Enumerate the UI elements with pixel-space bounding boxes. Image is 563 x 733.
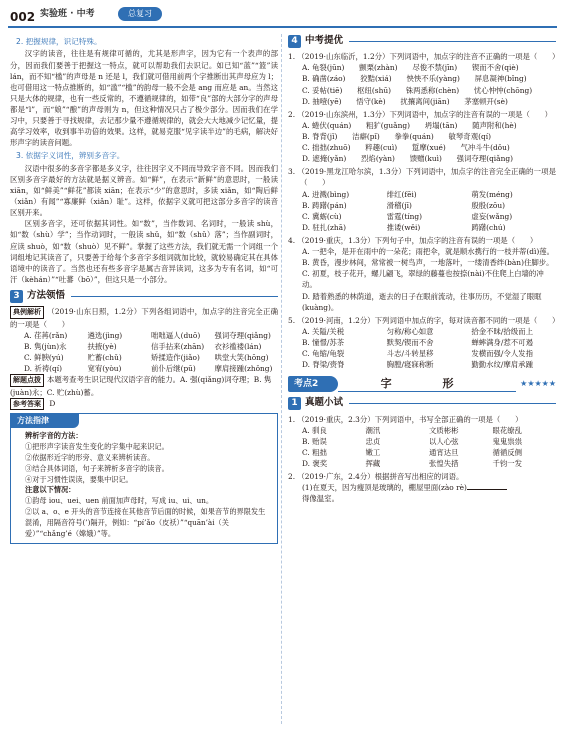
tip-line: ①韵母 iou、uei、uen 前面加声母时，写成 iu、ui、un。	[25, 496, 214, 506]
tip-line: ④对于习惯性误读，要集中识记。	[25, 474, 133, 484]
section-title: 方法领悟	[27, 289, 66, 301]
topic-title: 字 形	[338, 376, 516, 392]
example-option-b: B. 隽(jùn)永 扶掖(yè) 信手拈来(zhān) 衣衫褴褛(lán)	[24, 341, 262, 351]
tip-title-2: 注意以下情况：	[25, 485, 76, 495]
tip-line: ①把形声字读音发生变化的字集中起来识记。	[25, 442, 169, 452]
analysis: 解题点拨 本题考查考生识记现代汉语字音的能力。A. 强(qiǎng)词夺理；B. 隽(juàn)永；C. 贮(zhù)蓄。	[10, 375, 272, 397]
paragraph-2: 汉语中很多的多音字都是多义字，往往因字义不同而导致字音不同。因而我们区别多音字最好的方法就是据义辨音。如“鲜”，在表示“新鲜”的意思时，一般读 xiān，如“鲜美”“鲜花”都读 xiān；在表示“少”的意思时，多读 xiǎn，如“陶后鲜（xiǎn）有闻”“寡廉鲜（xiǎn）耻”。这样，依据字义就可把这部分多音字的读音区别开来。	[10, 163, 278, 218]
example-option-d: D. 祈祷(qí) 宽宥(yòu) 前仆后继(pū) 摩肩接踵(zhǒng)	[24, 364, 273, 374]
subheading-3: 3. 依据字义词性，辨别多音字。	[16, 151, 125, 161]
left-column	[10, 34, 278, 544]
section-practice	[288, 396, 556, 410]
section-number: 1	[288, 397, 301, 410]
paragraph-1: 汉字的读音，往往是有规律可循的，尤其是形声字，因为它有一个表声的部分，因而我们要善于把握这一特点，就可以帮助我们去识记。如已知“蓝”“篮”读 lán，而不知“槛”的声母是 n 还是 l，我们就可借用前两个字推断出其声母应为 l；也可借用这一特点推断的，如“滥”“槛”的韵母一般不会是 ang 而应是 an。当然这只是大体的规律，也有一些反常的，不遵循规律的，如带“良”部的大部分字的声母都是“l”，而“娘”“酿”的声母则为 n，但这种情况只占了极少部分。因而我们在学习中，只要善于寻找规律，去记那少量不遵循规律的，就会大大地减少记忆量，提高学习效率，收到事半功倍的效果。这样，就易克服“见字读半边”的毛病，解决好形声字的读音问题。	[10, 49, 278, 148]
column-divider	[281, 34, 282, 724]
example-stem: 典例解析 （2019·山东日照，1.2分）下列各组词语中，加点字的注音完全正确的一项是（ ）	[10, 307, 278, 329]
answer-tag: 参考答案	[10, 398, 44, 411]
header-rule	[8, 26, 557, 28]
answer: 参考答案 D	[10, 398, 278, 411]
question-7: 2. （2019·广东，2.4分）根据拼音写出相应的词语。 (1)在夏天，因为瘦顶是玻璃的，棚屋里面(zào rè) 得像温室。	[288, 471, 556, 504]
tip-header: 方法指津	[11, 414, 79, 428]
review-logo: 总复习	[118, 7, 162, 21]
tip-line: ②以 a、o、e 开头的音节连接在其他音节后面的时候，如果音节的界限发生混淆，用隔音符号(’)隔开，例如：“pí’ǎo（皮袄）”“quān’ài（关爱）”“chǎng’é（嫦娥）”等。	[25, 506, 266, 538]
question-4: 4. （2019·重庆，1.3分）下列句子中，加点字的注音有误的一项是（ ） A. 一把伞，是开在雨中的一朵花；雨把伞，就是顺水携行的一枝并蒂(dì)莲。 B. 黄昏，漫步林间，常常被一树鸟声，一地落叶，一缕清香绊(bàn)住脚步。 C. 初夏，枝子花开，螺儿翩飞，翠绿的藤蔓也按捺(nài)不住爬上白墙的冲动。 D. 踏着熟悉的林荫道，逝去的日子在眼前流动，往事历历，不觉湿了眼眶(kuàng)。	[288, 236, 555, 312]
tip-title-1: 辨析字音的方法：	[25, 431, 83, 441]
topic-label: 考点2	[288, 376, 338, 392]
topic-banner	[288, 376, 556, 392]
section-method	[10, 289, 278, 303]
section-number: 3	[10, 290, 23, 303]
question-2: 2. （2019·山东滨州，1.3分）下列词语中，加点字的注音有误的一项是（ ） A. 蜷伏(quán) 粗犷(guǎng) 坍塌(tān) 随声附和(hè) B. 脊背(jǐ) 洁癖(pǐ) 拳拳(quán) 敏琴奇观(qí) C. 拙拙(zhuō) 粹趣(cuì) 踅摩(xué) 气冲斗牛(dǒu) D. 遮掩(yǎn) 烈焰(yàn) 馈赠(kuì) 强词夺理(qiǎng)	[288, 109, 553, 164]
brand-name: 实验班 · 中考	[40, 9, 95, 19]
paragraph-3: 区别多音字，还可依据其词性。如“数”，当作数词、名词时，一般读 shù，如“数（shù）学”；当作动词时，一般读 shǔ，如“数（shǔ）落”；当作副词时，应读 shuò，如“数（shuò）见不鲜”。掌握了这些方法，我们就无需一个词组一个词组地记其读音了，只要善于给每个多音字多组词就加比较，就较易确定其在具体语境中的读音了。当然也还有些多音字是属古音异读词，这多为专有名词，如“可汗（kèhán）”“吐蕃（bō）”，但这只是一小部分。	[10, 219, 278, 284]
question-1: 1. （2019·山东临沂，1.2分）下列词语中，加点字的注音不正确的一项是（ ） A. 龟裂(jūn) 颤栗(zhàn) 尽俊不禁(jīn) 锲而不舍(qiè) B. 确凿(záo) 狡黠(xiá) 怏怏不乐(yàng) 屏息凝神(bǐng) C. 妥帖(tiē) 枢纽(shū) 铢两悉称(chèn) 忧心忡忡(chōng) D. 抽噎(yē) 悟守(kè) 扰攘离间(jiān) 茅塞顿开(sè)	[288, 52, 560, 106]
question-3: 3. （2019·黑龙江哈尔滨，1.3分）下列词语中，加点字的注音完全正确的一项是（ ） A. 迸溅(bìng) 绯红(fēi) 萌发(méng) B. 踌躇(pán) 滑稽(jī) 殷殷(zōu) C. 冀蛎(cù) 雷霆(tíng) 虚妄(wǎng) D. 驻扎(zhā) 推诿(wěi) 踌躇(chú)	[288, 167, 556, 232]
question-6: 1. （2019·重庆，2.3分）下列词语中，书写全部正确的一项是（ ） A. 驯良 潮汛 文质彬彬 眼花缭乱 B. 贻误 忠贞 以人心弦 鬼鬼祟祟 C. 粗拙 嫩工 通宵达旦 循循反侧 D. 褒奖 挥藏 张惶失措 千钧一发	[288, 414, 523, 468]
example-option-a: A. 荏苒(rǎn) 遴选(jìng) 咄咄逼人(duō) 强词夺理(qiǎng)	[24, 330, 271, 340]
answer-blank[interactable]	[467, 489, 507, 490]
section-advance	[288, 34, 556, 48]
section-title: 中考提优	[305, 35, 344, 46]
right-column	[288, 34, 560, 504]
tip-line: ③结合具体词语，句子来辨析多音字的读音。	[25, 463, 169, 473]
tip-line: ②依据形近字的形旁、意义来辨析读音。	[25, 452, 155, 462]
page-header	[0, 0, 563, 30]
analysis-tag: 解题点拨	[10, 374, 44, 387]
example-option-c: C. 鲜腴(yú) 贮蓄(chǔ) 矫揉造作(jiǎo) 哄堂大笑(hōng)	[24, 353, 269, 363]
section-title: 真题小试	[305, 397, 344, 409]
section-number: 4	[288, 35, 301, 48]
star-icon: ★★★★★	[520, 379, 556, 389]
question-5: 5. （2019·河南，1.2分）下列词语中加点的字，每对读音都不同的一项是（ ） A. 关隘/关税 匀称/称心如意 拾金不昧/拾级而上 B. 憧憬/苏茶 默契/锲而不舍 蝉蟀满身/惹不可遏 C. 龟缩/龟裂 斗志/斗转星移 发横而强/令人发指 D. 脊梁/赍脊 胸膛/寝寐称断 勤勤水纹/摩肩承踵	[288, 315, 560, 370]
example-tag: 典例解析	[10, 306, 44, 319]
subheading-2: 2. 把握规律，识记特殊。	[16, 37, 102, 46]
page-number: 002	[10, 10, 36, 24]
method-tip-box	[10, 413, 278, 544]
